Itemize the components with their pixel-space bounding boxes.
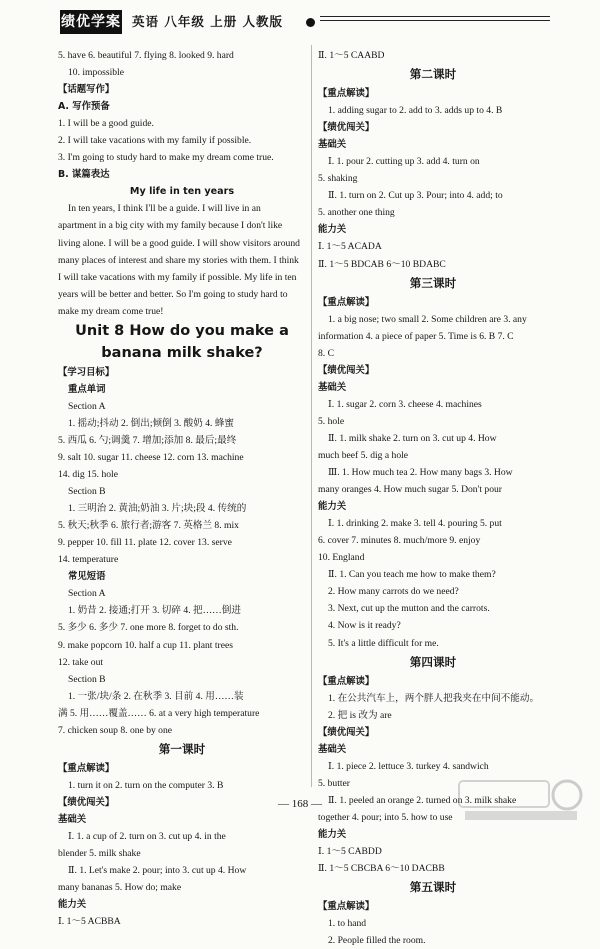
section-label: 【重点解读】 <box>318 675 375 687</box>
answer-line: Ⅱ. 1. Can you teach me how to make them? <box>328 569 496 581</box>
answer-line: Ⅰ. 1. drinking 2. make 3. tell 4. pouring 5. put <box>328 518 502 530</box>
section-label: 能力关 <box>318 224 347 236</box>
answer-line: 2. 把 is 改为 are <box>328 709 392 721</box>
answer-line: 5. butter <box>318 777 350 789</box>
brand-logo: 绩优学案 <box>60 10 122 34</box>
answer-line: 3. Next, cut up the mutton and the carrots. <box>328 603 490 615</box>
answer-line: Ⅱ. 1. peeled an orange 2. turned on 3. milk shake <box>328 794 517 806</box>
section-label: 能力关 <box>58 899 87 911</box>
answer-line: together 4. pour; into 5. how to use <box>318 811 453 823</box>
section-label: 基础关 <box>58 813 87 825</box>
answer-line: Ⅰ. 1. pour 2. cutting up 3. add 4. turn on <box>328 156 480 168</box>
header-rule-lines <box>320 16 550 24</box>
section-label: 【绩优闯关】 <box>58 796 115 808</box>
answer-line: 5. 多少 6. 多少 7. one more 8. forget to do sth. <box>58 622 239 634</box>
answer-line: 4. Now is it ready? <box>328 620 401 632</box>
answer-line: 1. 三明治 2. 黄油;奶油 3. 片;块;段 4. 传统的 <box>68 503 247 515</box>
answer-line: 5. hole <box>318 415 345 427</box>
section-label: 能力关 <box>318 501 347 513</box>
answer-line: 1. 在公共汽车上，两个胖人把我夹在中间不能动。 <box>328 692 540 704</box>
section-label: 基础关 <box>318 743 347 755</box>
answer-line: 1. turn it on 2. turn on the computer 3. B <box>68 779 224 791</box>
answer-line: much beef 5. dig a hole <box>318 449 409 461</box>
answer-line: Ⅲ. 1. How much tea 2. How many bags 3. How <box>328 467 513 479</box>
section-label: 常见短语 <box>68 571 106 583</box>
section-label: 基础关 <box>318 381 347 393</box>
answer-line: 5. 秋天;秋季 6. 旅行者;游客 7. 英格兰 8. mix <box>58 520 239 532</box>
lesson-heading: 第四课时 <box>409 654 457 669</box>
answer-line: Section B <box>68 673 106 685</box>
column-divider <box>311 45 312 787</box>
lesson-heading: 第二课时 <box>409 67 457 82</box>
section-label: 【重点解读】 <box>318 901 375 913</box>
bullet-dot-icon <box>306 18 315 27</box>
answer-line: 14. dig 15. hole <box>58 469 118 481</box>
section-label: 【重点解读】 <box>58 762 115 774</box>
section-label: 【绩优闯关】 <box>318 122 375 134</box>
section-label: B. 谋篇表达 <box>58 169 110 181</box>
answer-line: Section B <box>68 486 106 498</box>
answer-line: 1. 一张/块/条 2. 在秋季 3. 目前 4. 用……装 <box>68 690 244 702</box>
answer-line: 3. I'm going to study hard to make my dream come true. <box>58 152 274 164</box>
answer-line: 2. How many carrots do we need? <box>328 586 459 598</box>
answer-line: 1. a big nose; two small 2. Some children are 3. any <box>328 313 527 325</box>
answer-line: 5. shaking <box>318 173 358 185</box>
answer-line: information 4. a piece of paper 5. Time is 6. B 7. C <box>318 330 514 342</box>
answer-line: Ⅰ. 1. piece 2. lettuce 3. turkey 4. sandwich <box>328 760 489 772</box>
answer-line: Ⅱ. 1. Let's make 2. pour; into 3. cut up 4. How <box>68 865 247 877</box>
lesson-heading: 第一课时 <box>158 741 206 756</box>
answer-line: 5. another one thing <box>318 207 395 219</box>
answer-line: 1. 奶昔 2. 接通;打开 3. 切碎 4. 把……倒进 <box>68 605 241 617</box>
answer-line: Ⅰ. 1～5 CABDD <box>318 846 382 858</box>
section-label: A. 写作预备 <box>58 101 110 113</box>
answer-line: Ⅰ. 1. a cup of 2. turn on 3. cut up 4. in the <box>68 830 226 842</box>
page-header <box>0 0 600 38</box>
answer-line: 8. C <box>318 347 334 359</box>
answer-line: 1. adding sugar to 2. add to 3. adds up to 4. B <box>328 105 503 117</box>
answer-line: 7. chicken soup 8. one by one <box>58 724 173 736</box>
answer-line: blender 5. milk shake <box>58 848 141 860</box>
answer-line: years will be better and better. So I'm going to study hard to <box>58 288 288 300</box>
answer-line: 10. impossible <box>68 67 124 79</box>
answer-line: 1. I will be a good guide. <box>58 118 154 130</box>
section-label: 重点单词 <box>68 383 106 395</box>
answer-line: 9. salt 10. sugar 11. cheese 12. corn 13. machine <box>58 451 244 463</box>
watermark-logo <box>455 775 585 823</box>
answer-line: many oranges 4. How much sugar 5. Don't pour <box>318 484 502 496</box>
answer-line: 1. to hand <box>328 918 367 930</box>
answer-line: Ⅱ. 1～5 CBCBA 6～10 DACBB <box>318 863 445 875</box>
section-label: 基础关 <box>318 139 347 151</box>
answer-line: Section A <box>68 400 106 412</box>
section-label: 【话题写作】 <box>58 84 115 96</box>
unit-title: banana milk shake? <box>101 344 263 361</box>
book-subject-title: 英语 八年级 上册 人教版 <box>132 14 284 29</box>
answer-line: many bananas 5. How do; make <box>58 882 182 894</box>
answer-line: Ⅰ. 1～5 ACADA <box>318 241 382 253</box>
answer-line: 5. have 6. beautiful 7. flying 8. looked 9. hard <box>58 50 234 61</box>
section-label: 【重点解读】 <box>318 88 375 100</box>
answer-line: 6. cover 7. minutes 8. much/more 9. enjoy <box>318 535 481 547</box>
answer-line: 9. pepper 10. fill 11. plate 12. cover 13. serve <box>58 537 232 549</box>
section-label: 能力关 <box>318 828 347 840</box>
answer-line: 9. make popcorn 10. half a cup 11. plant trees <box>58 639 233 651</box>
answer-line: 12. take out <box>58 656 104 668</box>
section-label: 【重点解读】 <box>318 296 375 308</box>
answer-line: Ⅱ. 1～5 BDCAB 6～10 BDABC <box>318 258 446 270</box>
answer-line: I will take vacations with my family if possible. My life in ten <box>58 271 297 283</box>
section-label: 【绩优闯关】 <box>318 364 375 376</box>
answer-line: 1. 摇动;抖动 2. 倒出;倾倒 3. 酸奶 4. 蜂蜜 <box>68 417 235 429</box>
answer-line: My life in ten years <box>129 186 235 198</box>
lesson-heading: 第五课时 <box>409 880 457 895</box>
lesson-heading: 第三课时 <box>409 275 457 290</box>
answer-line: 14. temperature <box>58 554 119 566</box>
answer-line: apartment in a big city with my family because I don't like <box>58 220 283 232</box>
section-label: 【学习目标】 <box>58 366 115 378</box>
answer-line: Ⅱ. 1. milk shake 2. turn on 3. cut up 4. How <box>328 432 497 444</box>
answer-line: Ⅰ. 1～5 ACBBA <box>58 916 121 928</box>
answer-line: In ten years, I think I'll be a guide. I will live in an <box>68 203 261 215</box>
answer-line: 2. I will take vacations with my family if possible. <box>58 135 252 147</box>
answer-line: Ⅰ. 1. sugar 2. corn 3. cheese 4. machines <box>328 398 482 410</box>
answer-line: Ⅱ. 1～5 CAABD <box>318 50 385 61</box>
answer-line: 10. England <box>318 552 365 564</box>
answer-line: 5. It's a little difficult for me. <box>328 637 439 649</box>
answer-line: Ⅱ. 1. turn on 2. Cut up 3. Pour; into 4. add; to <box>328 190 503 202</box>
section-label: 【绩优闯关】 <box>318 726 375 738</box>
answer-line: make my dream come true! <box>58 305 164 317</box>
page-number: — 168 — <box>278 798 322 810</box>
answer-line: many places of interest and share my stories with them. I think <box>58 254 299 266</box>
answer-line: Section A <box>68 588 106 600</box>
answer-line: 5. 西瓜 6. 勺;调羹 7. 增加;添加 8. 最后;最终 <box>58 434 237 446</box>
unit-title: Unit 8 How do you make a <box>75 322 289 339</box>
answer-line: living alone. I will be a good guide. I will show visitors around <box>58 237 300 249</box>
answer-line: 满 5. 用……覆盖…… 6. at a very high temperature <box>58 707 260 719</box>
answer-line: 2. People filled the room. <box>328 935 426 947</box>
